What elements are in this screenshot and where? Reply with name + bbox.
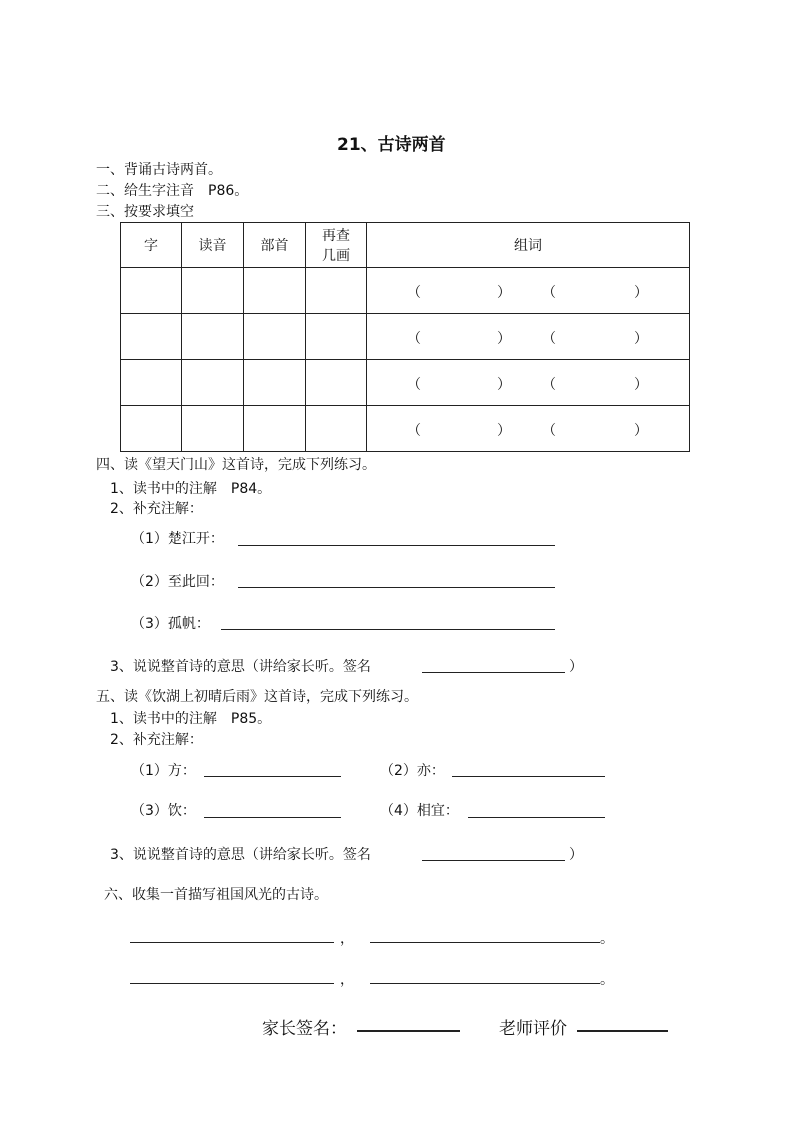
answer-line[interactable] <box>468 817 605 818</box>
blank-cell[interactable] <box>121 268 182 314</box>
answer-line[interactable] <box>204 776 341 777</box>
section-4-item-3: 3、说说整首诗的意思（讲给家长听。签名 <box>110 659 371 675</box>
section-5-item-3: 3、说说整首诗的意思（讲给家长听。签名 <box>110 847 371 863</box>
table-row <box>121 314 690 360</box>
note-label: （3）孤帆： <box>131 616 210 632</box>
note-label: （1）方： <box>131 763 196 779</box>
word-cell[interactable]: （ ） （ ） <box>367 314 690 360</box>
period: 。 <box>600 972 614 988</box>
poem-line[interactable] <box>370 983 600 984</box>
section-4-item-1: 1、读书中的注解 P84。 <box>110 481 272 497</box>
answer-line[interactable] <box>452 776 605 777</box>
teacher-eval-line[interactable] <box>577 1030 668 1032</box>
close-paren: ） <box>569 847 583 863</box>
poem-line[interactable] <box>130 942 334 943</box>
header-char: 字 <box>121 223 182 268</box>
blank-cell[interactable] <box>121 360 182 406</box>
parent-sign-label: 家长签名： <box>262 1019 347 1039</box>
note-label: （4）相宜： <box>380 803 459 819</box>
period: 。 <box>600 931 614 947</box>
header-strokes-line1: 再查 <box>322 228 350 244</box>
page-title: 21、古诗两首 <box>337 135 446 155</box>
parent-sign-line[interactable] <box>357 1030 460 1032</box>
section-1-heading: 一、背诵古诗两首。 <box>96 162 222 178</box>
poem-line[interactable] <box>370 942 600 943</box>
blank-cell[interactable] <box>121 406 182 452</box>
fill-table <box>120 222 690 452</box>
comma: ， <box>340 972 354 988</box>
section-4-heading: 四、读《望天门山》这首诗，完成下列练习。 <box>96 457 376 473</box>
note-label: （3）饮： <box>131 803 196 819</box>
blank-cell[interactable] <box>182 314 244 360</box>
note-label: （1）楚江开： <box>131 531 224 547</box>
teacher-eval-label: 老师评价 <box>499 1019 567 1039</box>
section-3-heading: 三、按要求填空 <box>96 204 194 220</box>
signature-line[interactable] <box>422 672 565 673</box>
poem-line[interactable] <box>130 983 334 984</box>
table-header-row <box>121 223 690 268</box>
answer-line[interactable] <box>238 545 555 546</box>
comma: ， <box>340 931 354 947</box>
blank-cell[interactable] <box>182 406 244 452</box>
answer-line[interactable] <box>221 629 555 630</box>
signature-line[interactable] <box>422 860 565 861</box>
blank-cell[interactable] <box>244 268 306 314</box>
header-strokes <box>306 223 367 268</box>
header-strokes-line2: 几画 <box>322 248 350 264</box>
header-words: 组词 <box>367 223 690 268</box>
section-6-heading: 六、收集一首描写祖国风光的古诗。 <box>104 887 328 903</box>
blank-cell[interactable] <box>244 314 306 360</box>
section-5-heading: 五、读《饮湖上初晴后雨》这首诗，完成下列练习。 <box>96 689 418 705</box>
blank-cell[interactable] <box>306 360 367 406</box>
section-4-item-2: 2、补充注解： <box>110 501 203 517</box>
blank-cell[interactable] <box>182 268 244 314</box>
header-pronunciation: 读音 <box>182 223 244 268</box>
blank-cell[interactable] <box>244 406 306 452</box>
blank-cell[interactable] <box>306 268 367 314</box>
blank-cell[interactable] <box>182 360 244 406</box>
table-row <box>121 406 690 452</box>
table-row <box>121 268 690 314</box>
blank-cell[interactable] <box>306 406 367 452</box>
word-cell[interactable]: （ ） （ ） <box>367 268 690 314</box>
section-5-item-2: 2、补充注解： <box>110 732 203 748</box>
section-2-heading: 二、给生字注音 P86。 <box>96 183 249 199</box>
word-cell[interactable]: （ ） （ ） <box>367 406 690 452</box>
word-cell[interactable]: （ ） （ ） <box>367 360 690 406</box>
answer-line[interactable] <box>238 587 555 588</box>
header-radical: 部首 <box>244 223 306 268</box>
blank-cell[interactable] <box>244 360 306 406</box>
section-5-item-1: 1、读书中的注解 P85。 <box>110 711 272 727</box>
note-label: （2）至此回： <box>131 574 224 590</box>
blank-cell[interactable] <box>306 314 367 360</box>
blank-cell[interactable] <box>121 314 182 360</box>
answer-line[interactable] <box>204 817 341 818</box>
table-row <box>121 360 690 406</box>
close-paren: ） <box>569 659 583 675</box>
note-label: （2）亦： <box>380 763 445 779</box>
